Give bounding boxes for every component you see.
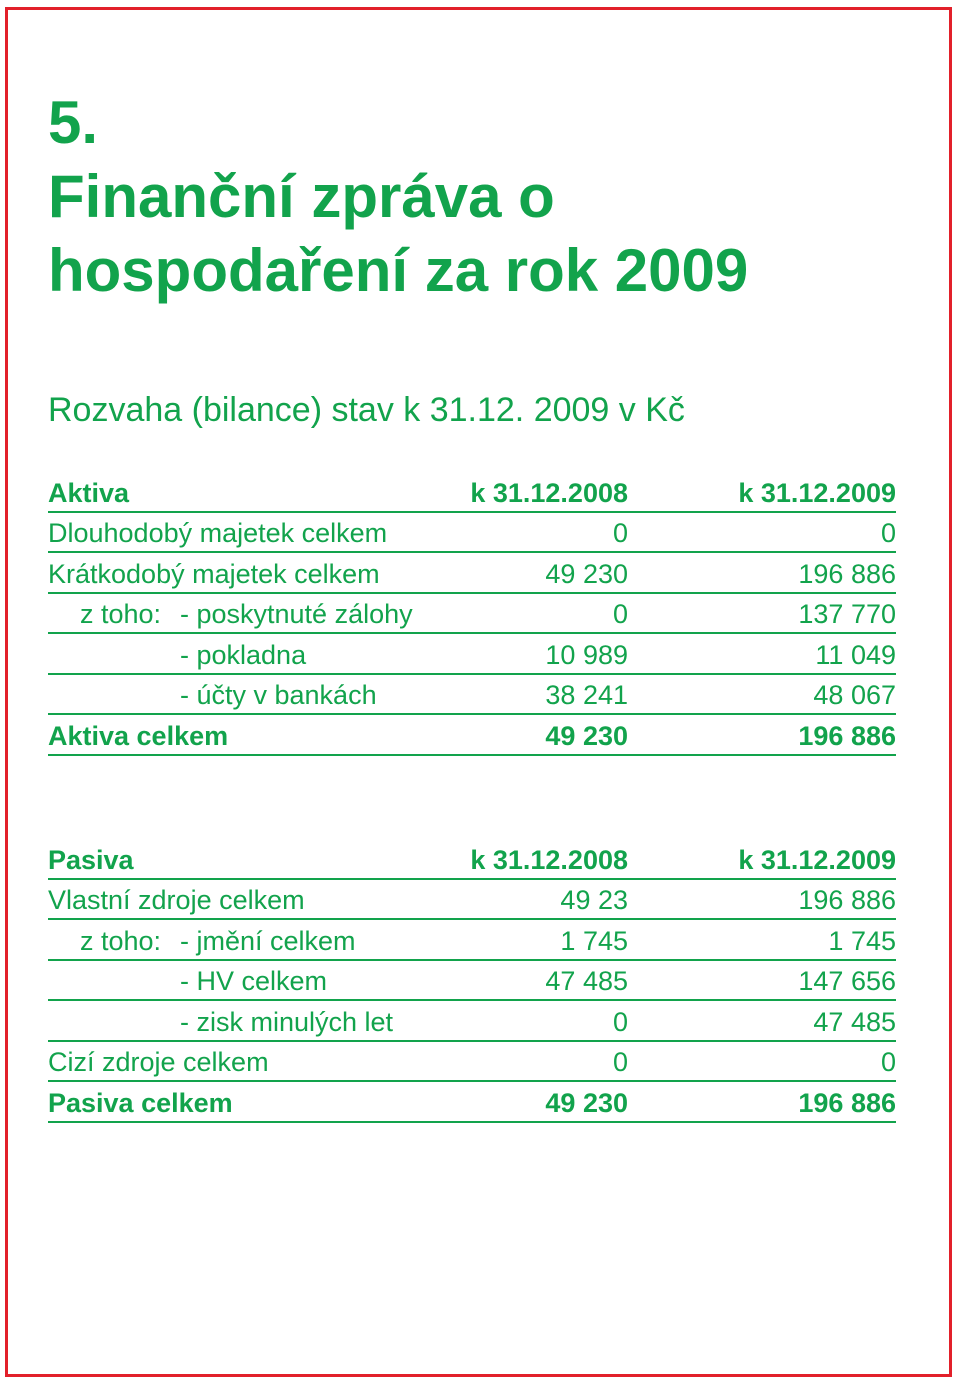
value-2009: 1 745	[828, 925, 896, 956]
table-row	[48, 634, 896, 675]
table-row	[48, 1001, 896, 1042]
title-line-2: hospodaření za rok 2009	[48, 237, 749, 304]
row-label: - HV celkem	[180, 966, 328, 996]
table-row	[48, 961, 896, 1002]
value-2008: 1 745	[560, 925, 628, 956]
header-col-2009: k 31.12.2009	[738, 844, 896, 875]
total-2008: 49 230	[545, 720, 628, 751]
value-2009: 196 886	[798, 558, 896, 589]
value-2009: 0	[880, 518, 896, 548]
value-2008: 38 241	[545, 680, 628, 710]
header-col-2008: k 31.12.2008	[470, 477, 628, 508]
value-2009: 196 886	[798, 885, 896, 915]
value-2008: 47 485	[545, 966, 628, 996]
table-header-row	[48, 839, 896, 880]
table-row	[48, 513, 896, 554]
row-prefix: z toho:	[80, 599, 162, 629]
table-row	[48, 594, 896, 635]
value-2008: 0	[612, 599, 628, 629]
row-label: - zisk minulých let	[180, 1006, 394, 1037]
value-2009: 11 049	[815, 639, 896, 670]
table-row	[48, 880, 896, 921]
table-row	[48, 553, 896, 594]
total-label: Pasiva celkem	[48, 1087, 233, 1118]
row-prefix: z toho:	[80, 925, 162, 956]
table-row	[48, 675, 896, 716]
value-2008: 0	[612, 1006, 628, 1037]
total-2009: 196 886	[798, 1087, 896, 1118]
total-2008: 49 230	[545, 1087, 628, 1118]
section-number: 5.	[48, 89, 99, 156]
header-label: Pasiva	[48, 844, 134, 875]
header-label: Aktiva	[48, 477, 130, 508]
total-2009: 196 886	[798, 720, 896, 751]
row-label: Krátkodobý majetek celkem	[48, 558, 380, 589]
row-label: Vlastní zdroje celkem	[48, 885, 305, 915]
table-total-row	[48, 715, 896, 756]
pasiva-table	[48, 839, 896, 1123]
header-col-2009: k 31.12.2009	[738, 477, 896, 508]
aktiva-table	[48, 472, 896, 756]
header-col-2008: k 31.12.2008	[470, 844, 628, 875]
value-2008: 49 23	[560, 885, 628, 915]
title-line-1: Finanční zpráva o	[48, 163, 555, 230]
table-row	[48, 920, 896, 961]
value-2009: 47 485	[813, 1006, 896, 1037]
value-2009: 0	[880, 1047, 896, 1077]
row-label: Dlouhodobý majetek celkem	[48, 518, 388, 548]
row-label: - pokladna	[180, 639, 307, 670]
value-2008: 49 230	[545, 558, 628, 589]
value-2008: 10 989	[545, 639, 628, 670]
value-2009: 48 067	[813, 680, 896, 710]
value-2009: 147 656	[798, 966, 896, 996]
value-2009: 137 770	[798, 599, 896, 629]
total-label: Aktiva celkem	[48, 720, 229, 751]
table-header-row	[48, 472, 896, 513]
row-label: Cizí zdroje celkem	[48, 1047, 269, 1077]
value-2008: 0	[612, 1047, 628, 1077]
table-total-row	[48, 1082, 896, 1123]
balance-sheet-subtitle: Rozvaha (bilance) stav k 31.12. 2009 v Kč	[48, 391, 685, 429]
page-title	[48, 86, 748, 308]
row-label: - účty v bankách	[180, 680, 377, 710]
row-label: - jmění celkem	[180, 925, 356, 956]
value-2008: 0	[612, 518, 628, 548]
table-row	[48, 1042, 896, 1083]
row-label: - poskytnuté zálohy	[180, 599, 413, 629]
